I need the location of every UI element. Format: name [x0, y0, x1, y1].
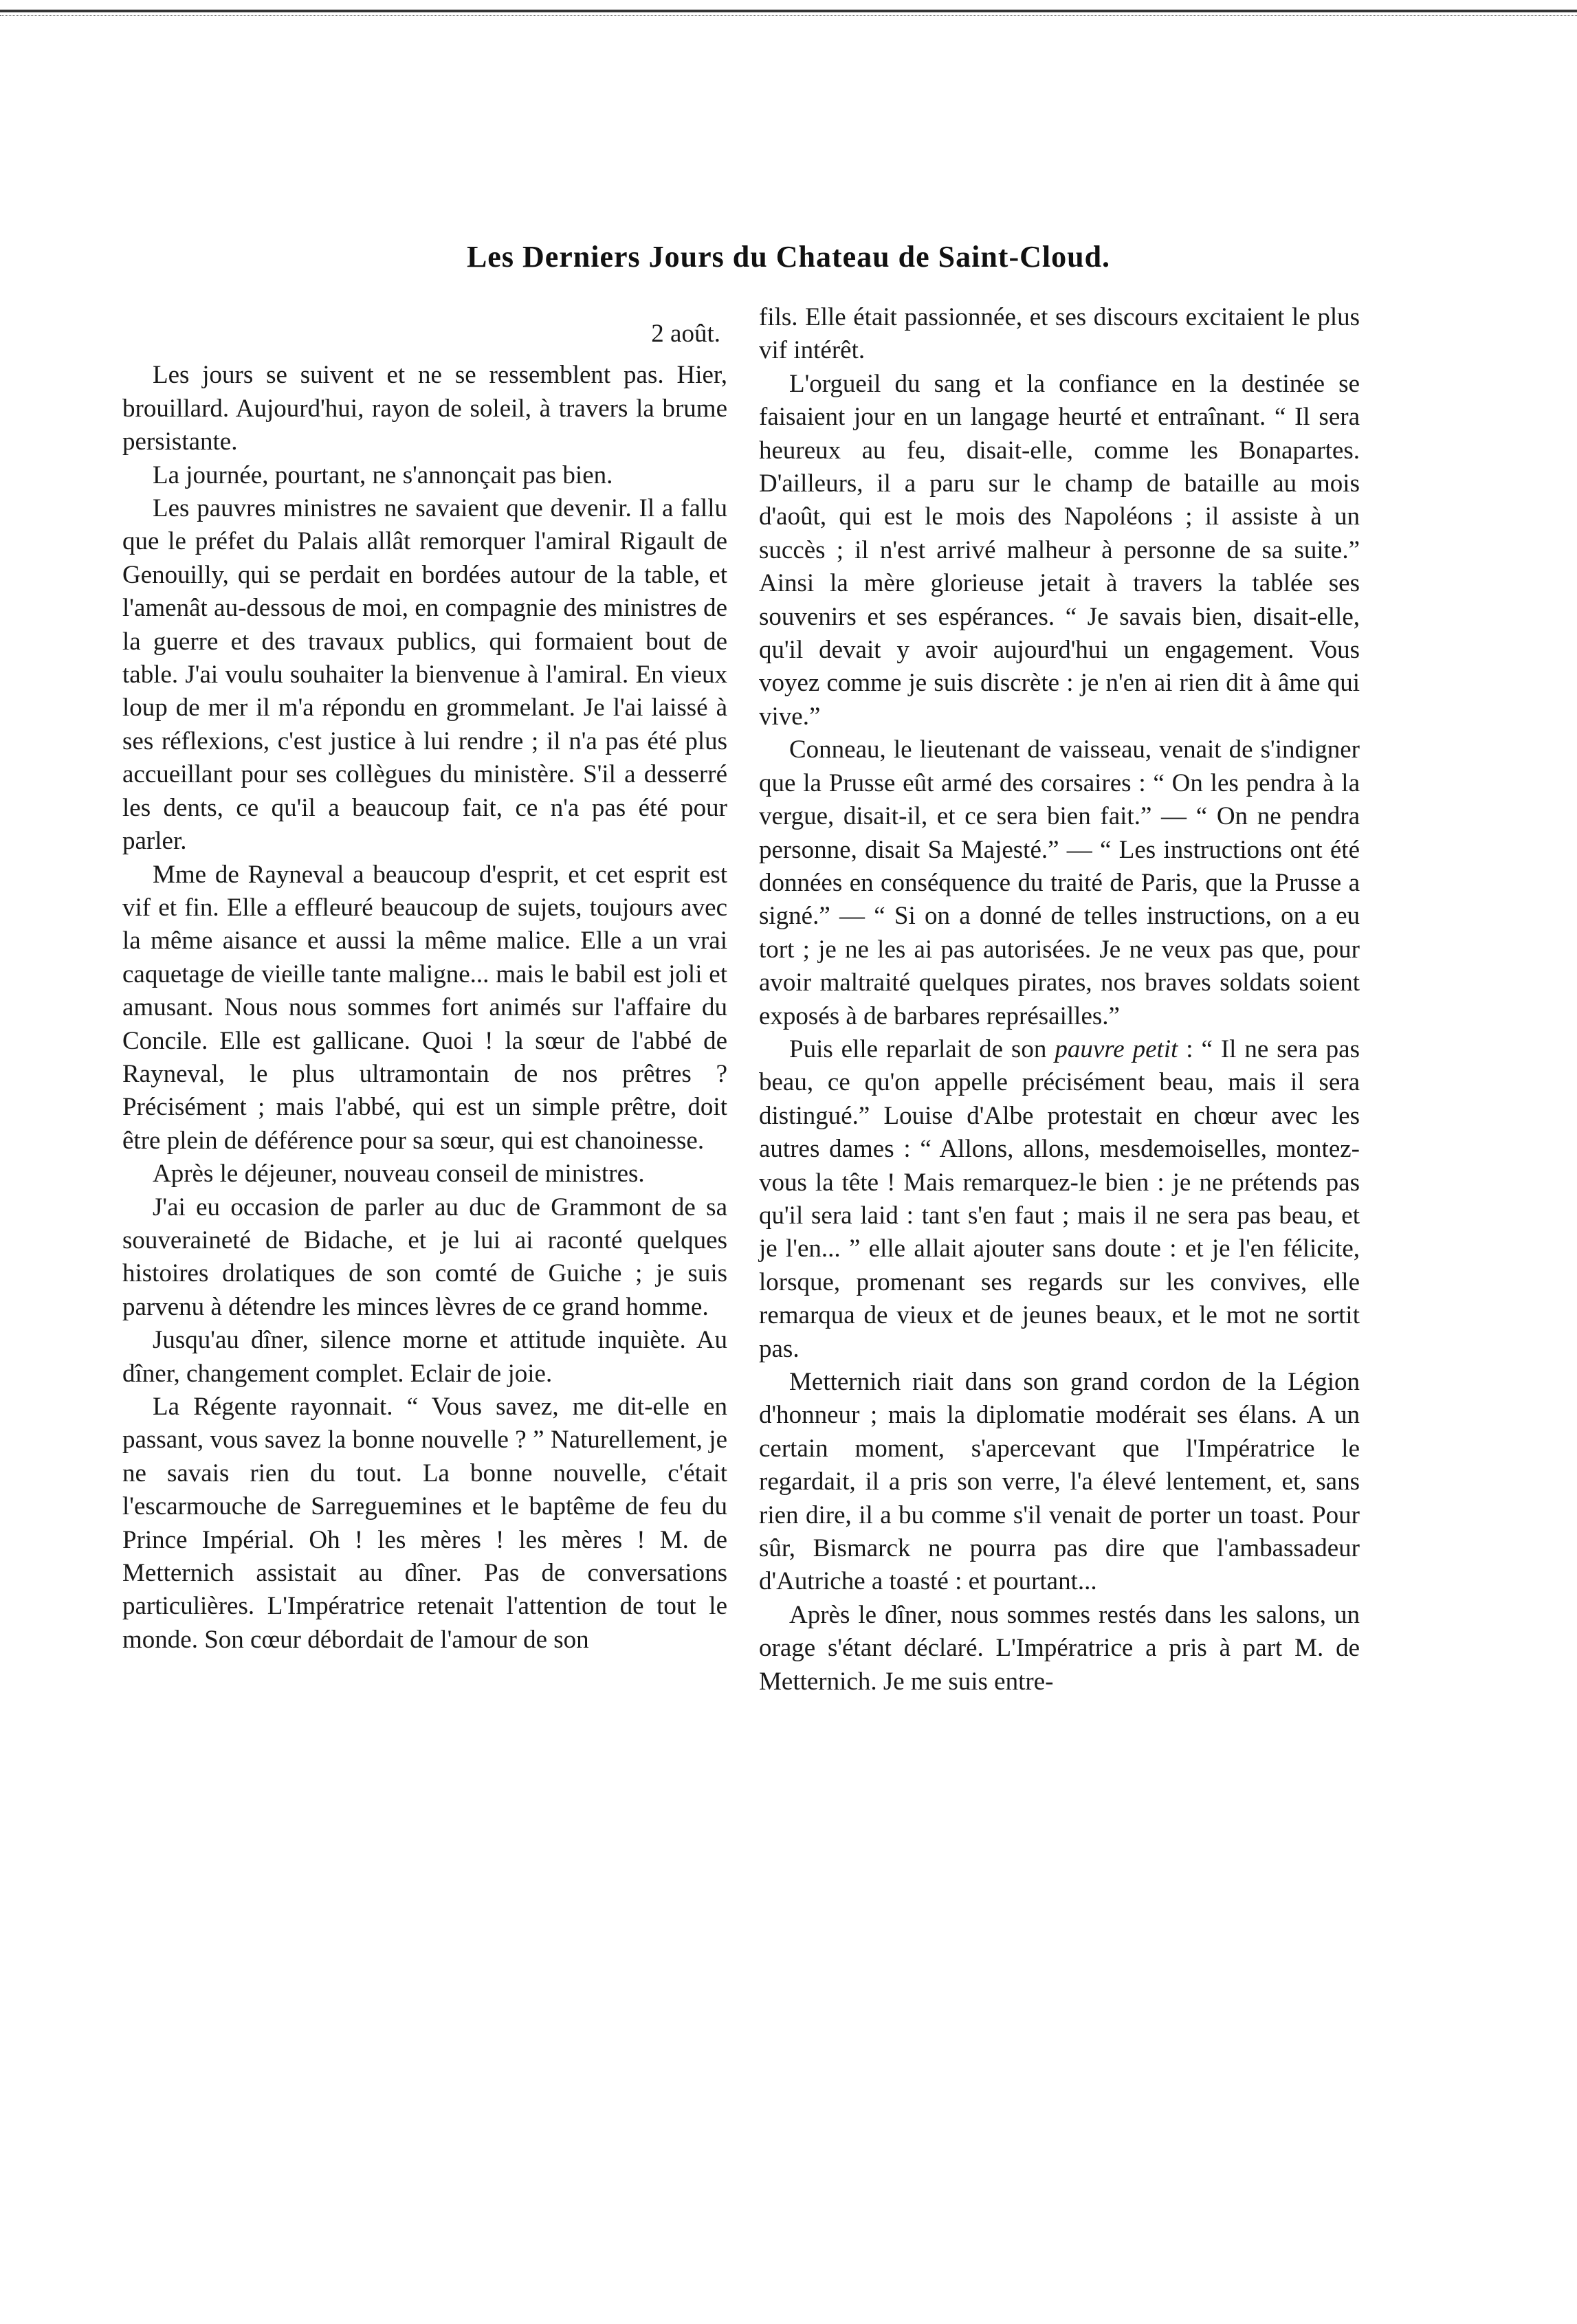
paragraph: Les pauvres ministres ne savaient que devenir. Il a fallu que le préfet du Palais allât remorquer l'amiral Rigault de Genouilly, qui se perdait en bordées autour de la table, et l'amenât au-dessous de moi, en compagnie des ministres de la guerre et des travaux publics, qui formaient bout de table. J'ai voulu souhaiter la bienvenue à l'amiral. En vieux loup de mer il m'a répondu en grommelant. Je l'ai laissé à ses réflexions, c'est justice à lui rendre ; il n'a pas été plus accueillant pour ses collègues du ministère. S'il a desserré les dents, ce qu'il a beaucoup fait, ce n'a pas été pour parler. — [122, 494, 727, 856]
paragraph-text: Puis elle reparlait de son — [789, 1034, 1055, 1063]
paragraph: Conneau, le lieutenant de vaisseau, venait de s'indigner que la Prusse eût armé des corsaires : “ On les pendra à la vergue, disait-il, et ce sera bien fait.” — “ On ne pendra personne, disait Sa Majesté.” — “ Les instructions ont été données en conséquence du traité de Paris, que la Prusse a signé.” — “ Si on a donné de telles instructions, on a eu tort ; je ne les ai pas autorisées. Je ne veux pas que, pour avoir maltraité quelques pirates, nos braves soldats soient exposés à de barbares représailles.” — [759, 735, 1360, 1030]
paragraph-with-italic — [759, 1033, 1360, 1366]
article-title: Les Derniers Jours du Chateau de Saint-Cloud. — [466, 240, 1111, 274]
italic-phrase: pauvre petit — [1055, 1034, 1178, 1063]
right-column — [759, 301, 1360, 1698]
date-line: 2 août. — [651, 320, 720, 348]
paragraph-text: : “ Il ne sera pas beau, ce qu'on appelle précisément beau, mais il sera distingué.” Louise d'Albe protestait en chœur avec les autres dames : “ Allons, allons, mesdemoiselles, montez-vous la tête ! Mais remarquez-le bien : je ne prétends pas qu'il sera laid : tant s'en faut ; mais il ne sera pas beau, et je l'en... ” elle allait ajouter sans doute : et je l'en félicite, lorsque, promenant ses regards sur les convives, elle remarqua de vieux et de jeunes beaux, et le mot ne sortit pas. — [759, 1034, 1360, 1363]
paragraph: Les jours se suivent et ne se ressemblent pas. Hier, brouillard. Aujourd'hui, rayon de soleil, à travers la brume persistante. — [122, 361, 727, 456]
paragraph: Mme de Rayneval a beaucoup d'esprit, et cet esprit est vif et fin. Elle a effleuré beaucoup de sujets, toujours avec la même aisance et aussi la même malice. Elle a un vrai caquetage de vieille tante maligne... mais le babil est joli et amusant. Nous nous sommes fort animés sur l'affaire du Concile. Elle est gallicane. Quoi ! la sœur de l'abbé de Rayneval, le plus ultramontain de nos prêtres ? Précisément ; mais l'abbé, qui est un simple prêtre, doit être plein de déférence pour sa sœur, qui est chanoinesse. — [122, 860, 727, 1155]
paragraph: Jusqu'au dîner, silence morne et attitude inquiète. Au dîner, changement complet. Eclair de joie. — [122, 1326, 727, 1388]
left-column — [122, 318, 727, 1657]
paragraph: L'orgueil du sang et la confiance en la destinée se faisaient jour en un langage heurté et entraînant. “ Il sera heureux au feu, disait-elle, comme les Bonapartes. D'ailleurs, il a paru sur le champ de bataille au mois d'août, qui est le mois des Napoléons ; il assiste à un succès ; il n'est arrivé malheur à personne de sa suite.” Ainsi la mère glorieuse jetait à travers la tablée ses souvenirs et ses espérances. “ Je savais bien, disait-elle, qu'il devait y avoir aujourd'hui un engagement. Vous voyez comme je suis discrète : je n'en ai rien dit à âme qui vive.” — [759, 369, 1360, 731]
paragraph: Après le dîner, nous sommes restés dans les salons, un orage s'étant déclaré. L'Impératrice a pris à part M. de Metternich. Je me suis entre- — [759, 1600, 1360, 1696]
paragraph: La journée, pourtant, ne s'annonçait pas bien. — [153, 461, 613, 489]
paragraph-continued: fils. Elle était passionnée, et ses discours excitaient le plus vif intérêt. — [759, 303, 1360, 365]
top-rule — [0, 10, 1577, 12]
top-rule-dotted — [0, 15, 1577, 16]
paragraph: La Régente rayonnait. “ Vous savez, me dit-elle en passant, vous savez la bonne nouvelle ? ” Naturellement, je ne savais rien du tout. La bonne nouvelle, c'était l'escarmouche de Sarreguemines et le baptême de feu du Prince Impérial. Oh ! les mères ! les mères ! M. de Metternich assistait au dîner. Pas de conversations particulières. L'Impératrice retenait l'attention de tout le monde. Son cœur débordait de l'amour de son — [122, 1393, 727, 1654]
paragraph: Metternich riait dans son grand cordon de la Légion d'honneur ; mais la diplomatie modérait ses élans. A un certain moment, s'apercevant que l'Impératrice le regardait, il a pris son verre, l'a élevé lentement, et, sans rien dire, il a bu comme s'il venait de porter un toast. Pour sûr, Bismarck ne pourra pas dire que l'ambassadeur d'Autriche a toasté : et pourtant... — [759, 1368, 1360, 1596]
paragraph: Après le déjeuner, nouveau conseil de ministres. — [153, 1160, 645, 1188]
paragraph: J'ai eu occasion de parler au duc de Grammont de sa souveraineté de Bidache, et je lui ai raconté quelques histoires drolatiques de son comté de Guiche ; je suis parvenu à détendre les minces lèvres de ce grand homme. — [122, 1193, 727, 1321]
